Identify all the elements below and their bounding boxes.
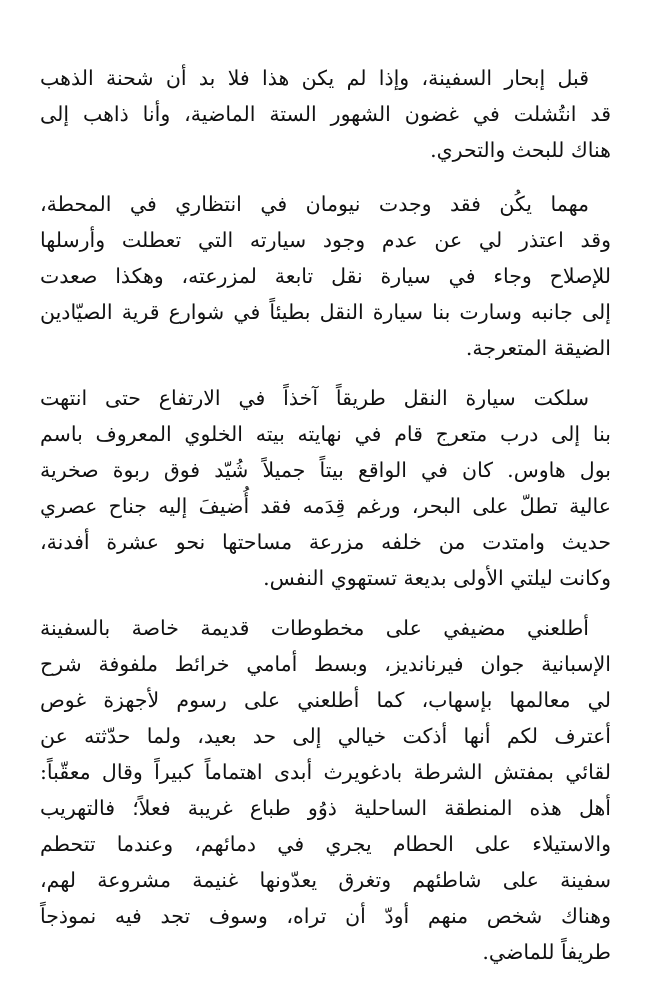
paragraph-1: [40, 60, 611, 168]
text-line: هناك للبحث والتحري.: [430, 138, 611, 162]
paragraph-4: [40, 610, 611, 970]
text-line: للإصلاح وجاء في سيارة نقل تابعة لمزرعته، وهكذا صعدت: [40, 264, 611, 288]
text-line: وهناك شخص منهم أودّ أن تراه، وسوف تجد فيه نموذجاً: [40, 904, 611, 928]
text-line: الإسبانية جوان فيرنانديز، وبسط أمامي خرائط ملفوفة شرح: [40, 652, 611, 676]
text-line: وقد اعتذر لي عن عدم وجود سيارته التي تعطلت وأرسلها: [40, 228, 611, 252]
text-line: سفينة على شاطئهم وتغرق يعدّونها غنيمة مشروعة لهم،: [40, 868, 611, 892]
text-line: بول هاوس. كان في الواقع بيتاً جميلاً شُيّد فوق ربوة صخرية: [40, 458, 611, 482]
text-line: وكانت ليلتي الأولى بديعة تستهوي النفس.: [263, 566, 611, 590]
text-line: سلكت سيارة النقل طريقاً آخذاً في الارتفاع حتى انتهت: [40, 386, 589, 410]
text-line: أعترف لكم أنها أذكت خيالي إلى حد بعيد، ولما حدّثته عن: [40, 724, 611, 748]
text-line: أهل هذه المنطقة الساحلية ذوُو طباع غريبة فعلاً؛ فالتهريب: [40, 796, 611, 820]
text-line: والاستيلاء على الحطام يجري في دمائهم، وعندما تتحطم: [40, 832, 611, 856]
paragraph-3: [40, 380, 611, 596]
text-line: إلى جانبه وسارت بنا سيارة النقل بطيئاً في شوارع قرية الصيّادين: [40, 300, 611, 324]
text-line: بنا إلى درب متعرج قام في نهايته بيته الخلوي المعروف باسم: [40, 422, 611, 446]
paragraph-2: [40, 186, 611, 366]
text-line: حديث وامتدت من خلفه مزرعة مساحتها نحو عشرة أفدنة،: [40, 530, 611, 554]
text-line: عالية تطلّ على البحر، ورغم قِدَمه فقد أُضيفَ إليه جناح عصري: [40, 494, 611, 518]
text-line: قبل إبحار السفينة، وإذا لم يكن هذا فلا بد أن شحنة الذهب: [40, 66, 589, 90]
text-line: أطلعني مضيفي على مخطوطات قديمة خاصة بالسفينة: [40, 616, 589, 640]
text-line: لقائي بمفتش الشرطة بادغويرث أبدى اهتماماً كبيراً وقال معقّباً:: [40, 760, 611, 784]
text-line: لي معالمها بإسهاب، كما أطلعني على رسوم لأجهزة غوص: [40, 688, 611, 712]
text-line: مهما يكُن فقد وجدت نيومان في انتظاري في المحطة،: [40, 192, 589, 216]
text-line: الضيقة المتعرجة.: [465, 336, 611, 360]
text-line: قد انتُشلت في غضون الشهور الستة الماضية، وأنا ذاهب إلى: [40, 102, 611, 126]
text-line: طريفاً للماضي.: [482, 940, 611, 964]
